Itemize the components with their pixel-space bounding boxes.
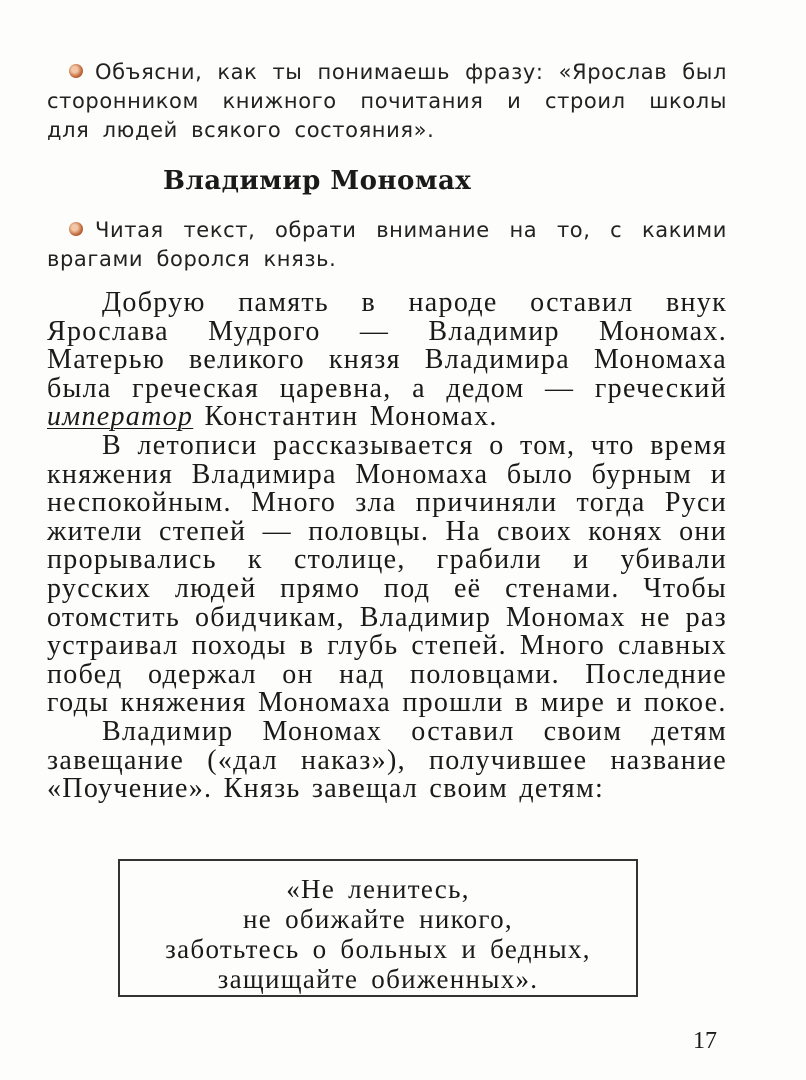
quote-line: защищайте обиженных». bbox=[217, 964, 539, 994]
question-2 bbox=[47, 216, 727, 274]
bullet-icon bbox=[69, 64, 83, 78]
bullet-icon bbox=[69, 222, 83, 236]
paragraph-3: Владимир Мономах оставил своим детям завещание («дал наказ»), получившее название «Поучение». Князь завещал своим детям: bbox=[47, 715, 727, 805]
question-1-text: Объясни, как ты понимаешь фразу: «Ярослав был сторонником книжного почитания и строил школы для людей всякого состояния». bbox=[47, 60, 727, 142]
page-number: 17 bbox=[693, 1028, 717, 1054]
question-1 bbox=[47, 58, 727, 145]
quote-line: заботьтесь о больных и бедных, bbox=[165, 934, 591, 964]
quote-box bbox=[118, 859, 638, 997]
paragraph-1 bbox=[47, 289, 727, 432]
paragraph-1-end: Константин Мономах. bbox=[193, 401, 498, 433]
paragraph-2: В летописи рассказывается о том, что время княжения Владимира Мономаха было бурным и неспокойным. Много зла причиняли тогда Руси жители степей — половцы. На своих конях они прорывались к столице, грабили и убивали русских людей прямо под её стенами. Чтобы отомстить обидчикам, Владимир Мономах не раз устраивал походы в глубь степей. Много славных побед одержал он над половцами. Последние годы княжения Мономаха прошли в мире и покое. bbox=[47, 429, 727, 719]
quote-line: «Не ленитесь, bbox=[286, 874, 470, 904]
glossary-term-link[interactable]: император bbox=[47, 401, 194, 433]
main-text bbox=[47, 289, 727, 804]
question-2-text: Читая текст, обрати внимание на то, с какими врагами боролся князь. bbox=[47, 218, 727, 271]
section-title: Владимир Мономах bbox=[163, 166, 472, 196]
paragraph-1-start: Добрую память в народе оставил внук Ярослава Мудрого — Владимир Мономах. Матерью великого князя Владимира Мономаха была греческая царевна, а дедом — греческий bbox=[47, 287, 727, 404]
quote-line: не обижайте никого, bbox=[243, 904, 513, 934]
